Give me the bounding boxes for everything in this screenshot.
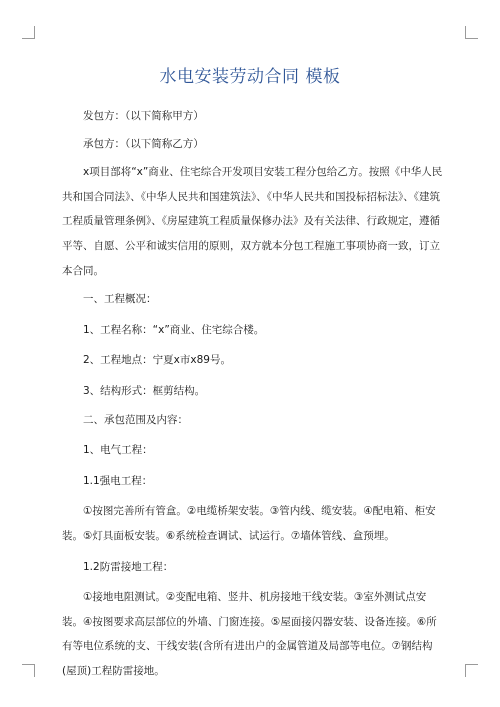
section-heading-project-overview: 一、工程概况：: [83, 293, 157, 306]
lightning-grounding-heading: 1.2防雷接地工程：: [83, 560, 174, 573]
strong-current-items: ①按图完善所有管盒。②电缆桥架安装。③管内线、缆安装。④配电箱、柜安装。⑤灯具面板安装。⑥系统检查调试、试运行。⑦墙体管线、盒预埋。: [62, 505, 436, 542]
party-a-line: 发包方：（以下简称甲方）: [83, 110, 204, 122]
project-location-line: 2、工程地点：宁夏x市x89号。: [83, 354, 231, 367]
lightning-grounding-items: ①接地电阻测试。②变配电箱、竖井、机房接地干线安装。③室外测试点安装。④按图要求高层部位的外墙、门窗连接。⑤屋面接闪器安装、设备连接。⑥所有等电位系统的支、干线安装(含所有进出户的金属管道及局部等电位。⑦钢结构(屋顶)工程防雷接地。: [62, 591, 437, 677]
page-corner-mark-top-right: [465, 26, 478, 39]
page-corner-mark-bottom-left: [22, 664, 35, 677]
electrical-works-heading: 1、电气工程：: [83, 444, 153, 457]
structure-type-line: 3、结构形式：框剪结构。: [83, 384, 206, 397]
strong-current-heading: 1.1强电工程：: [83, 474, 153, 487]
party-b-line: 承包方：（以下简称乙方）: [83, 137, 204, 150]
section-heading-scope: 二、承包范围及内容：: [83, 413, 188, 426]
project-name-line: 1、工程名称：“x”商业、住宅综合楼。: [83, 323, 265, 336]
page-corner-mark-top-left: [22, 26, 35, 39]
document-title: 水电安装劳动合同 模板: [159, 67, 341, 87]
page-corner-mark-bottom-right: [465, 664, 478, 677]
document-body: [62, 104, 444, 683]
preamble-paragraph: x项目部将“x”商业、住宅综合开发项目安装工程分包给乙方。按照《中华人民共和国合同法》、《中华人民共和国建筑法》、《中华人民共和国投标招标法》、《建筑工程质量管理条例》、《房屋建筑工程质量保修办法》及有关法律、行政规定，遵循平等、自愿、公平和诚实信用的原则，双方就本分包工程施工事项协商一致，订立本合同。: [62, 166, 443, 277]
